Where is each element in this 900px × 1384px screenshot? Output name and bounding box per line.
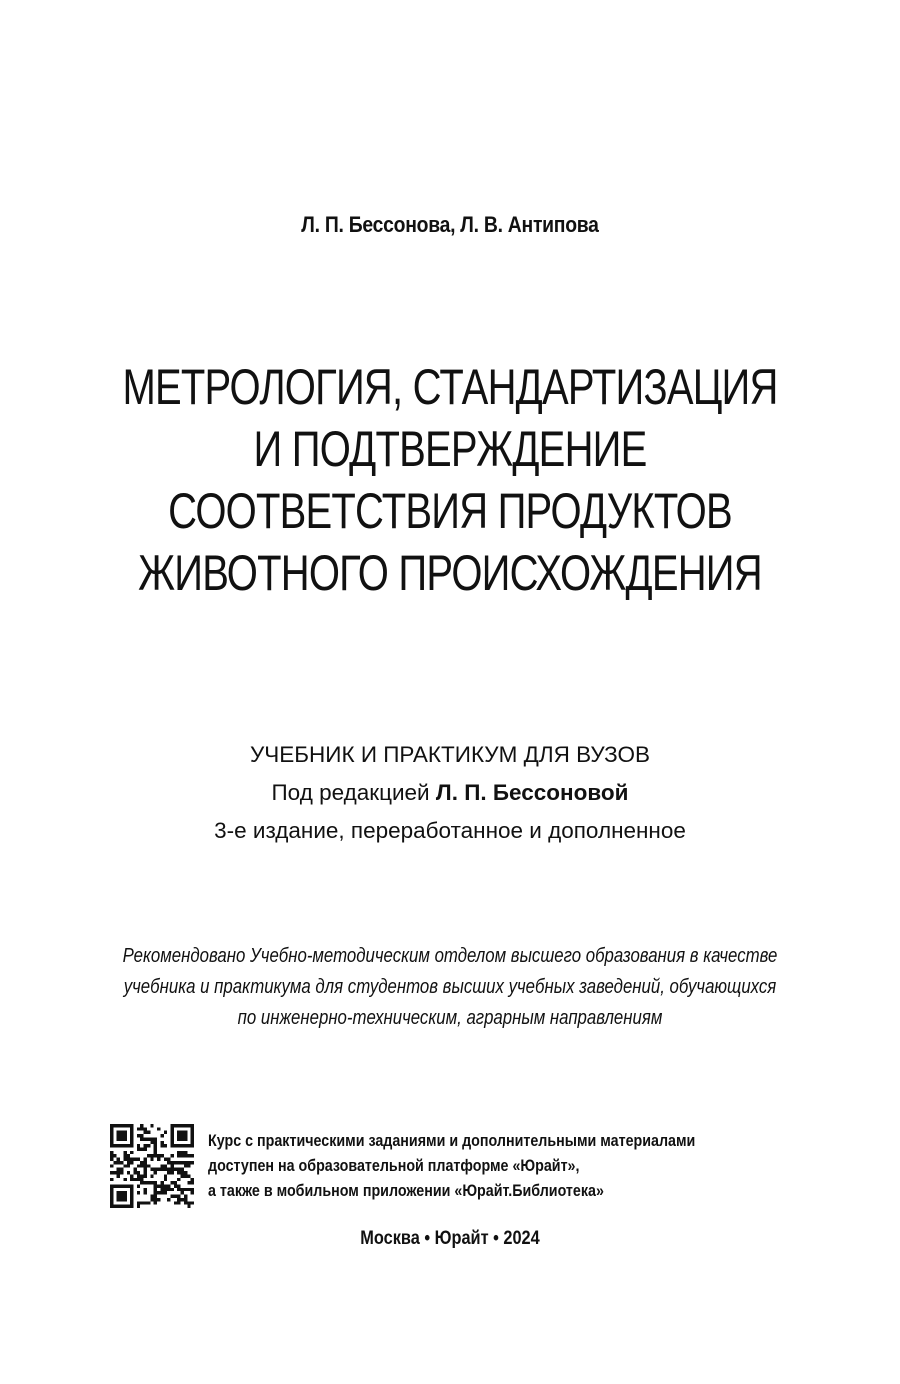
editor-line [0, 774, 900, 812]
recommendation [72, 941, 828, 1034]
authors: Л. П. Бессонова, Л. В. Антипова [301, 212, 599, 237]
course-line: доступен на образовательной платформе «Юрайт», [208, 1156, 580, 1175]
course-line: Курс с практическими заданиями и дополнительными материалами [208, 1131, 696, 1150]
recommendation-line: по инженерно-техническим, аграрным направлениям [237, 1007, 663, 1029]
title-line: СООТВЕТСТВИЯ ПРОДУКТОВ [168, 483, 732, 539]
edition: 3-е издание, переработанное и дополненное [214, 818, 686, 843]
course-text [208, 1128, 695, 1203]
editor-name: Л. П. Бессоновой [435, 780, 629, 805]
recommendation-line: учебника и практикума для студентов высших учебных заведений, обучающихся [123, 976, 777, 998]
recommendation-line: Рекомендовано Учебно-методическим отделом высшего образования в качестве [122, 945, 778, 967]
editor-prefix: Под редакцией [271, 780, 430, 805]
course-line: а также в мобильном приложении «Юрайт.Библиотека» [208, 1181, 604, 1200]
title-line: ЖИВОТНОГО ПРОИСХОЖДЕНИЯ [138, 545, 762, 601]
subtitle-block [0, 736, 900, 850]
imprint: Москва • Юрайт • 2024 [360, 1228, 540, 1249]
title-line: МЕТРОЛОГИЯ, СТАНДАРТИЗАЦИЯ [122, 359, 778, 415]
book-type: УЧЕБНИК И ПРАКТИКУМ ДЛЯ ВУЗОВ [249, 742, 651, 767]
qr-code-icon[interactable] [110, 1124, 194, 1208]
course-info [110, 1124, 830, 1208]
book-title [90, 356, 810, 604]
title-line: И ПОДТВЕРЖДЕНИЕ [253, 421, 647, 477]
